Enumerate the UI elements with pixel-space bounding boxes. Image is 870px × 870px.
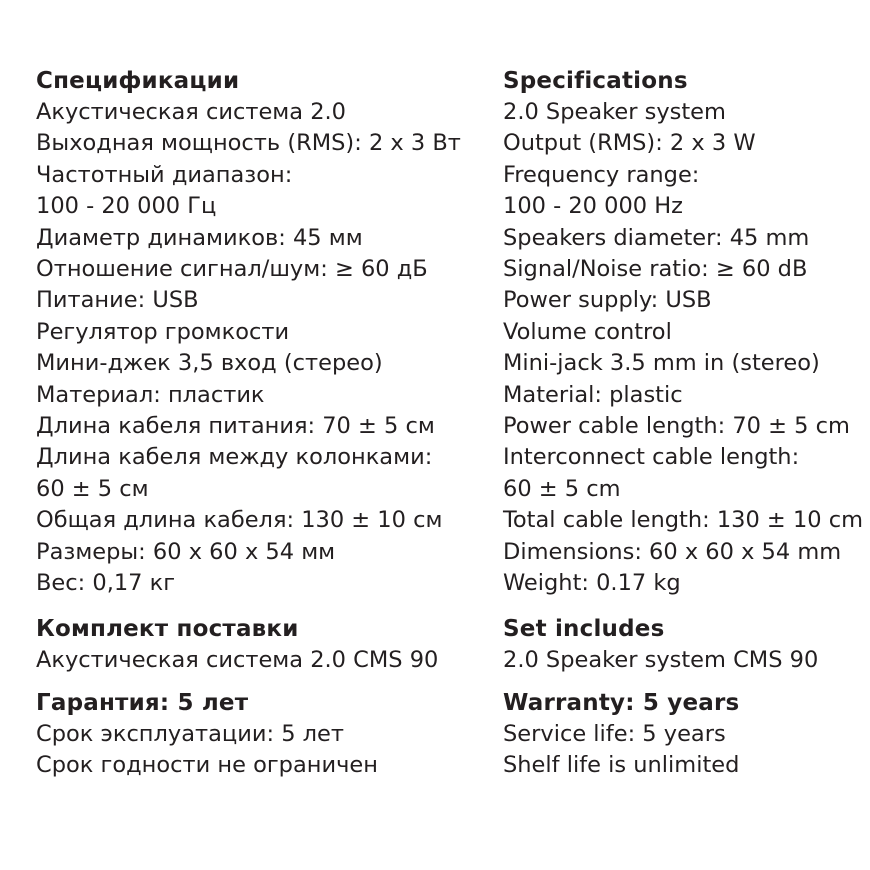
spec-line: 2.0 Speaker system — [503, 99, 726, 125]
spec-line: Питание: USB — [36, 287, 199, 314]
spec-line: 60 ± 5 cm — [503, 475, 621, 502]
spec-line: Частотный диапазон: — [36, 161, 293, 188]
en-specs-list — [503, 97, 863, 600]
ru-warranty-list — [36, 719, 476, 782]
spec-line: Выходная мощность (RMS): 2 х 3 Вт — [36, 130, 461, 157]
en-set-list — [503, 645, 863, 676]
spec-line: Акустическая система 2.0 — [36, 99, 346, 125]
spec-line: 100 - 20 000 Hz — [503, 193, 683, 220]
spec-line: Signal/Noise ratio: ≥ 60 dB — [503, 256, 808, 283]
spec-line: Mini-jack 3.5 mm in (stereo) — [503, 350, 820, 377]
spec-line: Power cable length: 70 ± 5 cm — [503, 413, 850, 440]
spec-line: Service life: 5 years — [503, 720, 726, 747]
spec-line: Акустическая система 2.0 CMS 90 — [36, 646, 439, 673]
english-column — [503, 66, 863, 782]
spec-line: Срок эксплуатации: 5 лет — [36, 720, 344, 747]
russian-column — [36, 66, 476, 782]
ru-set-title: Комплект поставки — [36, 615, 299, 642]
spec-line: Dimensions: 60 x 60 x 54 mm — [503, 538, 842, 565]
spec-line: Материал: пластик — [36, 381, 265, 408]
en-warranty-list — [503, 719, 863, 782]
spec-line: Отношение сигнал/шум: ≥ 60 дБ — [36, 256, 428, 283]
ru-warranty-title: Гарантия: 5 лет — [36, 689, 249, 716]
spec-line: Output (RMS): 2 x 3 W — [503, 130, 756, 157]
en-warranty-title: Warranty: 5 years — [503, 689, 740, 716]
ru-specs-list — [36, 97, 476, 600]
en-specs-title: Specifications — [503, 68, 688, 94]
en-set-title: Set includes — [503, 615, 665, 642]
spec-line: Регулятор громкости — [36, 318, 290, 345]
spec-line: Total cable length: 130 ± 10 cm — [503, 507, 864, 534]
spec-line: Срок годности не ограничен — [36, 752, 378, 779]
spec-line: Мини-джек 3,5 вход (стерео) — [36, 350, 383, 377]
spec-line: Speakers diameter: 45 mm — [503, 224, 810, 251]
spec-line: Вес: 0,17 кг — [36, 570, 176, 597]
spec-line: Shelf life is unlimited — [503, 752, 740, 779]
spec-line: Volume control — [503, 318, 672, 345]
spec-line: 60 ± 5 см — [36, 475, 149, 502]
spec-line: Общая длина кабеля: 130 ± 10 см — [36, 507, 443, 534]
spec-line: Material: plastic — [503, 381, 683, 408]
spec-line: Weight: 0.17 kg — [503, 570, 681, 597]
ru-set-list — [36, 645, 476, 676]
spec-line: Power supply: USB — [503, 287, 712, 314]
spec-line: Размеры: 60 х 60 х 54 мм — [36, 538, 336, 565]
spec-line: 2.0 Speaker system CMS 90 — [503, 646, 819, 673]
spec-line: 100 - 20 000 Гц — [36, 193, 217, 220]
spec-line: Диаметр динамиков: 45 мм — [36, 224, 363, 251]
ru-specs-title: Спецификации — [36, 68, 240, 94]
spec-line: Длина кабеля между колонками: — [36, 444, 433, 471]
spec-line: Длина кабеля питания: 70 ± 5 см — [36, 413, 435, 440]
spec-line: Interconnect cable length: — [503, 444, 800, 471]
spec-line: Frequency range: — [503, 161, 700, 188]
